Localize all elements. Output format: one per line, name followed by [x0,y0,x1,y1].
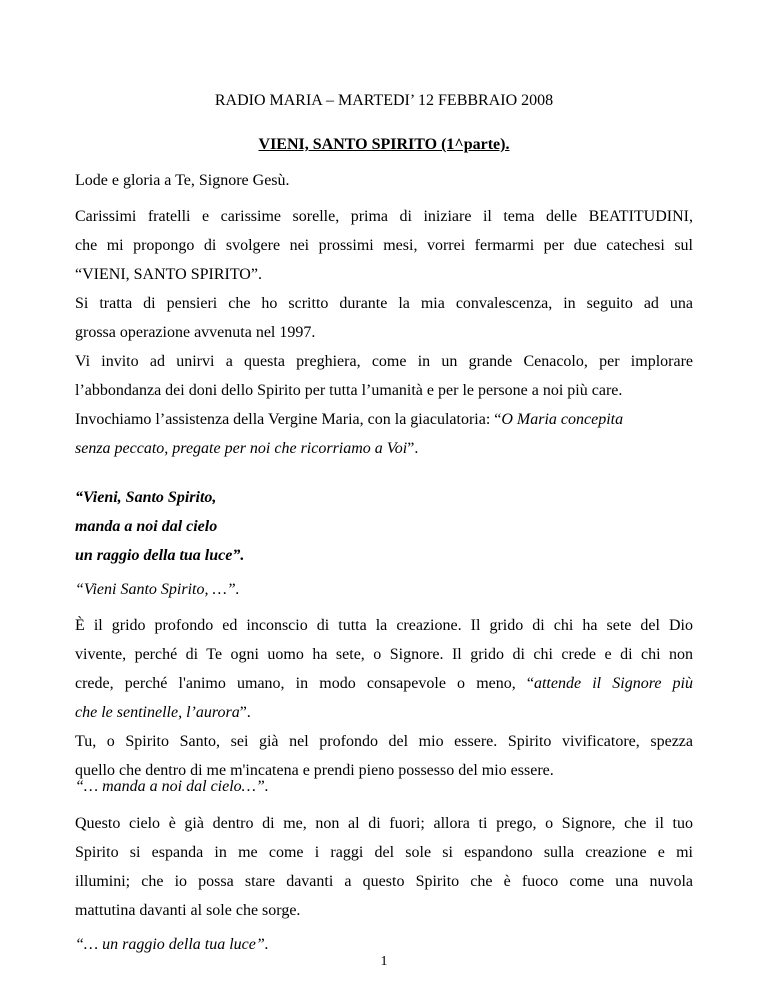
intro-line: Carissimi fratelli e carissime sorelle, prima di iniziare il tema delle BEATITUDINI, [75,208,693,225]
intro-line: che mi propongo di svolgere nei prossimi mesi, vorrei fermarmi per due catechesi sul [75,237,693,254]
invocation-text: senza peccato, pregate per noi che ricorriamo a Voi [75,440,408,457]
paragraph-line: illumini; che io possa stare davanti a questo Spirito che è fuoco come una nuvola [75,873,693,890]
page-number: 1 [380,954,388,969]
prayer-line: manda a noi dal cielo [75,518,218,535]
intro-line: grossa operazione avvenuta nel 1997. [75,324,316,341]
intro-line: l’abbondanza dei doni dello Spirito per tutta l’umanità e per le persone a noi più care. [75,382,623,399]
section-paragraph [75,809,693,925]
section-heading: “… manda a noi dal cielo…”. [75,778,269,795]
intro-paragraph [75,202,693,463]
paragraph-line: vivente, perché di Te ogni uomo ha sete, o Signore. Il grido di chi crede e di chi non [75,646,693,663]
section-paragraph [75,611,693,785]
intro-line [75,405,693,434]
document-header: RADIO MARIA – MARTEDI’ 12 FEBBRAIO 2008 [214,92,554,109]
invocation-text: O Maria concepita [501,411,624,428]
paragraph-line [75,698,693,727]
paragraph-line: Tu, o Spirito Santo, sei già nel profondo del mio essere. Spirito vivificatore, spezza [75,733,693,750]
paragraph-text: crede, perché l'animo umano, in modo consapevole o meno, “ [75,675,534,692]
paragraph-line: mattutina davanti al sole che sorge. [75,902,301,919]
paragraph-line [75,669,693,698]
paragraph-line: Spirito si espanda in me come i raggi del sole si espandono sulla creazione e mi [75,844,693,861]
intro-line: Si tratta di pensieri che ho scritto durante la mia convalescenza, in seguito ad una [75,295,693,312]
prayer-line: “Vieni, Santo Spirito, [75,489,217,506]
prayer-line: un raggio della tua luce”. [75,547,245,564]
section-heading: “… un raggio della tua luce”. [75,936,269,953]
paragraph-text: ”. [239,704,251,721]
intro-line: Vi invito ad unirvi a questa preghiera, come in un grande Cenacolo, per implorare [75,353,693,370]
paragraph-line: quello che dentro di me m'incatena e prendi pieno possesso del mio essere. [75,762,554,779]
quote-text: attende il Signore più [533,675,694,692]
prayer-verse [75,483,693,570]
intro-text: ”. [407,440,419,457]
greeting: Lode e gloria a Te, Signore Gesù. [75,172,290,189]
intro-text: Invochiamo l’assistenza della Vergine Maria, con la giaculatoria: “ [75,411,502,428]
paragraph-line: Questo cielo è già dentro di me, non al di fuori; allora ti prego, o Signore, che il tuo [75,815,693,832]
document-title: VIENI, SANTO SPIRITO (1^parte). [258,136,510,153]
quote-text: che le sentinelle, l’aurora [75,704,240,721]
intro-line: “VIENI, SANTO SPIRITO”. [75,266,262,283]
intro-line [75,434,693,463]
section-heading: “Vieni Santo Spirito, …”. [75,581,240,598]
paragraph-line: È il grido profondo ed inconscio di tutta la creazione. Il grido di chi ha sete del Dio [75,617,693,634]
